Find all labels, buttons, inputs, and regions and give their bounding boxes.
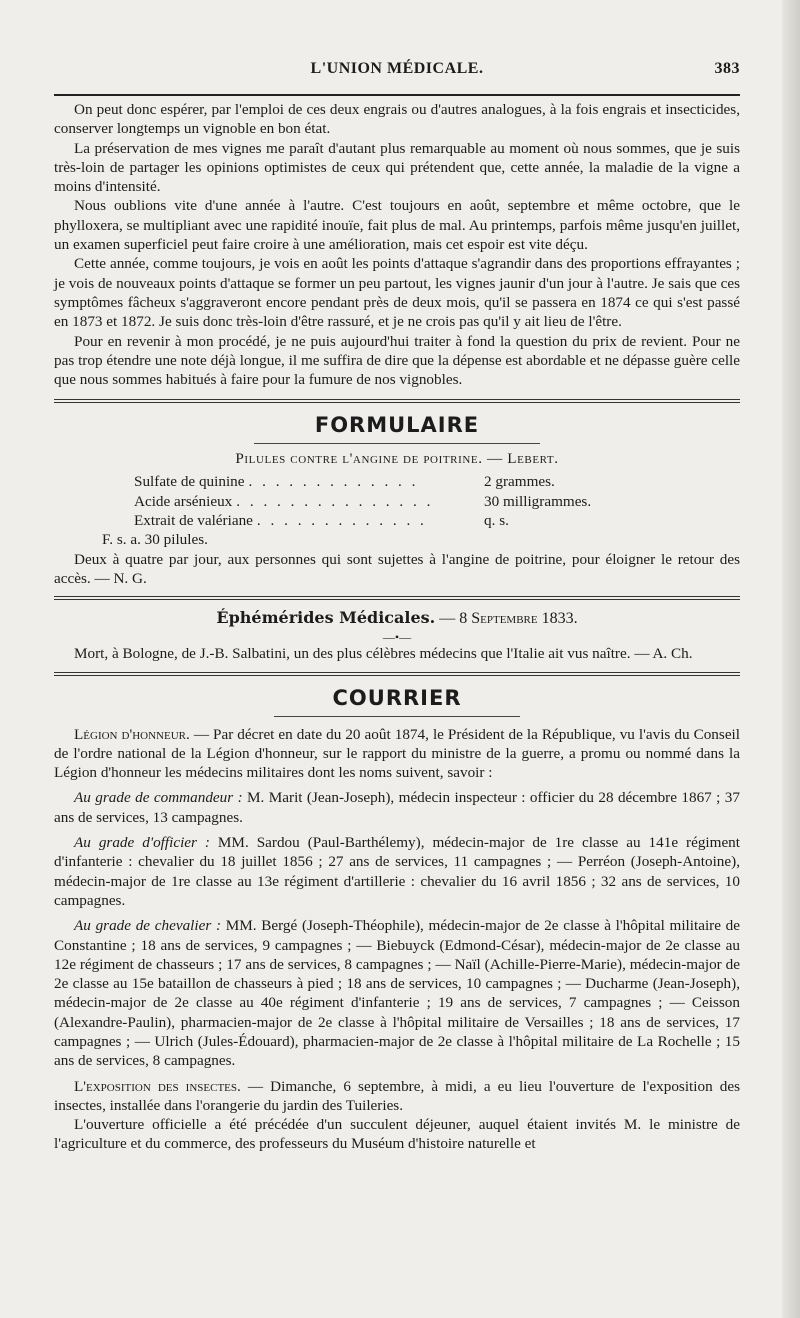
ingredient-dose: 30 milligrammes. (484, 492, 592, 510)
ingredient-name: Extrait de valériane (134, 512, 253, 530)
officier-subhead: Au grade d'officier : (74, 834, 210, 852)
prescription-row (134, 511, 634, 530)
section-divider (54, 399, 740, 403)
officier-paragraph (54, 833, 740, 910)
prescription-list (134, 472, 634, 530)
exposition-paragraph (54, 1077, 740, 1116)
commandeur-text: M. Marit (Jean-Joseph), médecin inspecteur : officier du 28 décembre 1867 ; 37 ans de services, 13 campagnes. (54, 789, 740, 826)
exposition-text: — Dimanche, 6 septembre, à midi, a eu lieu l'ouverture de l'exposition des insectes, installée dans l'orangerie du jardin des Tuileries. (54, 1077, 740, 1114)
ephemerides-date: — 8 Septembre 1833. (439, 610, 578, 628)
ephemerides-text: Mort, à Bologne, de J.-B. Salbatini, un des plus célèbres médecins que l'Italie ait vus naître. — A. Ch. (74, 645, 693, 663)
intro-paragraph-2: La préservation de mes vignes me paraît d'autant plus remarquable au moment où nous sommes, que je suis très-loin de partager les opinions optimistes de ceux qui prétendent que, cette année, la maladie de la vigne a moins d'intensité. (54, 139, 740, 196)
courrier-heading: COURRIER (332, 685, 462, 710)
intro-paragraph-4: Cette année, comme toujours, je vois en août les points d'attaque s'agrandir dans des proportions effrayantes ; je vois de nouveaux points d'attaque se former un peu partout, les vignes jaunir d'un jour à l'autre. Je sais que ces symptômes fâcheux s'aggraveront encore pendant près de deux mois, qu'il se passera en 1874 ce qui s'est passé en 1873 et 1872. Je suis donc très-loin d'être rassuré, et je ne crois pas qu'il y ait lieu de l'être. (54, 255, 740, 331)
legion-paragraph (54, 725, 740, 783)
leader-dots: . . . . . . . . . . . . . . . (236, 492, 434, 510)
exposition-paragraph-2: L'ouverture officielle a été précédée d'un succulent déjeuner, auquel étaient invités M. le ministre de l'agriculture et du commerce, des professeurs du Muséum d'histoire naturelle et (54, 1116, 740, 1153)
formula-quantity: F. s. a. 30 pilules. (102, 531, 208, 549)
prescription-row (134, 472, 634, 491)
running-header (54, 58, 740, 84)
page-number: 383 (714, 60, 740, 77)
section-divider (54, 672, 740, 676)
exposition-subhead: L'exposition des insectes. (74, 1077, 241, 1095)
formulaire-heading: FORMULAIRE (314, 413, 480, 438)
ingredient-dose: q. s. (484, 512, 509, 530)
chevalier-paragraph (54, 916, 740, 1070)
page-binding-shadow (782, 0, 800, 1318)
leader-dots: . . . . . . . . . . . . . (248, 473, 419, 491)
intro-paragraph-1: On peut donc espérer, par l'emploi de ces deux engrais ou d'autres analogues, à la fois engrais et insecticides, conserver longtemps un vignoble en bon état. (54, 101, 740, 138)
journal-title: L'UNION MÉDICALE. (310, 60, 484, 77)
ephemerides-heading (54, 608, 740, 628)
officier-text: MM. Sardou (Paul-Barthélemy), médecin-major de 1re classe au 141e régiment d'infanterie : chevalier du 18 juillet 1856 ; 27 ans de services, 11 campagnes ; — Perréon (Joseph-Antoine), médecin-major de 1re classe au 13e régiment d'artillerie : chevalier du 16 avril 1856 ; 32 ans de services, 10 campagnes. (54, 834, 741, 909)
formula-usage: Deux à quatre par jour, aux personnes qui sont sujettes à l'angine de poitrine, pour éloigner le retour des accès. — N. G. (54, 550, 740, 587)
formula-title: Pilules contre l'angine de poitrine. — Lebert. (235, 450, 559, 468)
formulaire-underline (254, 443, 540, 444)
prescription-row (134, 492, 634, 511)
commandeur-subhead: Au grade de commandeur : (74, 789, 243, 807)
intro-paragraph-5: Pour en revenir à mon procédé, je ne puis aujourd'hui traiter à fond la question du prix de revient. Pour ne pas trop étendre une note déjà longue, il me suffira de dire que la dépense est abordable et ne dépasse guère celle que nous sommes habitués à faire pour la fumure de nos vignobles. (54, 332, 740, 389)
ingredient-name: Acide arsénieux (134, 492, 233, 510)
header-rule (54, 94, 740, 96)
intro-paragraph-3: Nous oublions vite d'une année à l'autre. C'est toujours en août, septembre et même octobre, que le phylloxera, se multipliant avec une rapidité inouïe, fait plus de mal. Au printemps, parfois même jusqu'en juillet, un examen superficiel peut faire croire à une amélioration, mais cet espoir est vite déçu. (54, 197, 740, 254)
commandeur-paragraph (54, 788, 740, 827)
legion-subhead: Légion d'honneur. (74, 725, 190, 743)
courrier-underline (274, 716, 520, 717)
ephemerides-title: Éphémérides Médicales. (216, 608, 436, 628)
chevalier-text: MM. Bergé (Joseph-Théophile), médecin-major de 2e classe à l'hôpital militaire de Constantine ; 18 ans de services, 9 campagnes ; — Biebuyck (Edmond-César), médecin-major de 2e classe au 12e régiment de chasseurs ; 17 ans de services, 8 campagnes ; — Naïl (Achille-Pierre-Marie), médecin-major de 2e classe au 15e bataillon de chasseurs à pied ; 18 ans de services, 10 campagnes ; — Ducharme (Jean-Joseph), médecin-major de 2e classe au 40e régiment d'infanterie ; 19 ans de services, 7 campagnes ; — Ceisson (Alexandre-Paulin), pharmacien-major de 2e classe à l'hôpital militaire de Versailles ; 18 ans de services, 17 campagnes ; — Ulrich (Jules-Édouard), pharmacien-major de 2e classe à l'hôpital militaire de La Rochelle ; 15 ans de services, 8 campagnes. (54, 917, 741, 1070)
legion-text: — Par décret en date du 20 août 1874, le Président de la République, vu l'avis du Conseil de l'ordre national de la Légion d'honneur, sur le rapport du ministre de la guerre, a promu ou nommé dans la Légion d'honneur les médecins militaires dont les noms suivent, savoir : (54, 725, 740, 782)
chevalier-subhead: Au grade de chevalier : (74, 917, 222, 935)
ingredient-name: Sulfate de quinine (134, 473, 245, 491)
ingredient-dose: 2 grammes. (484, 473, 555, 491)
leader-dots: . . . . . . . . . . . . . (256, 512, 427, 530)
section-divider (54, 596, 740, 600)
ornament-separator: —•— (382, 630, 412, 645)
